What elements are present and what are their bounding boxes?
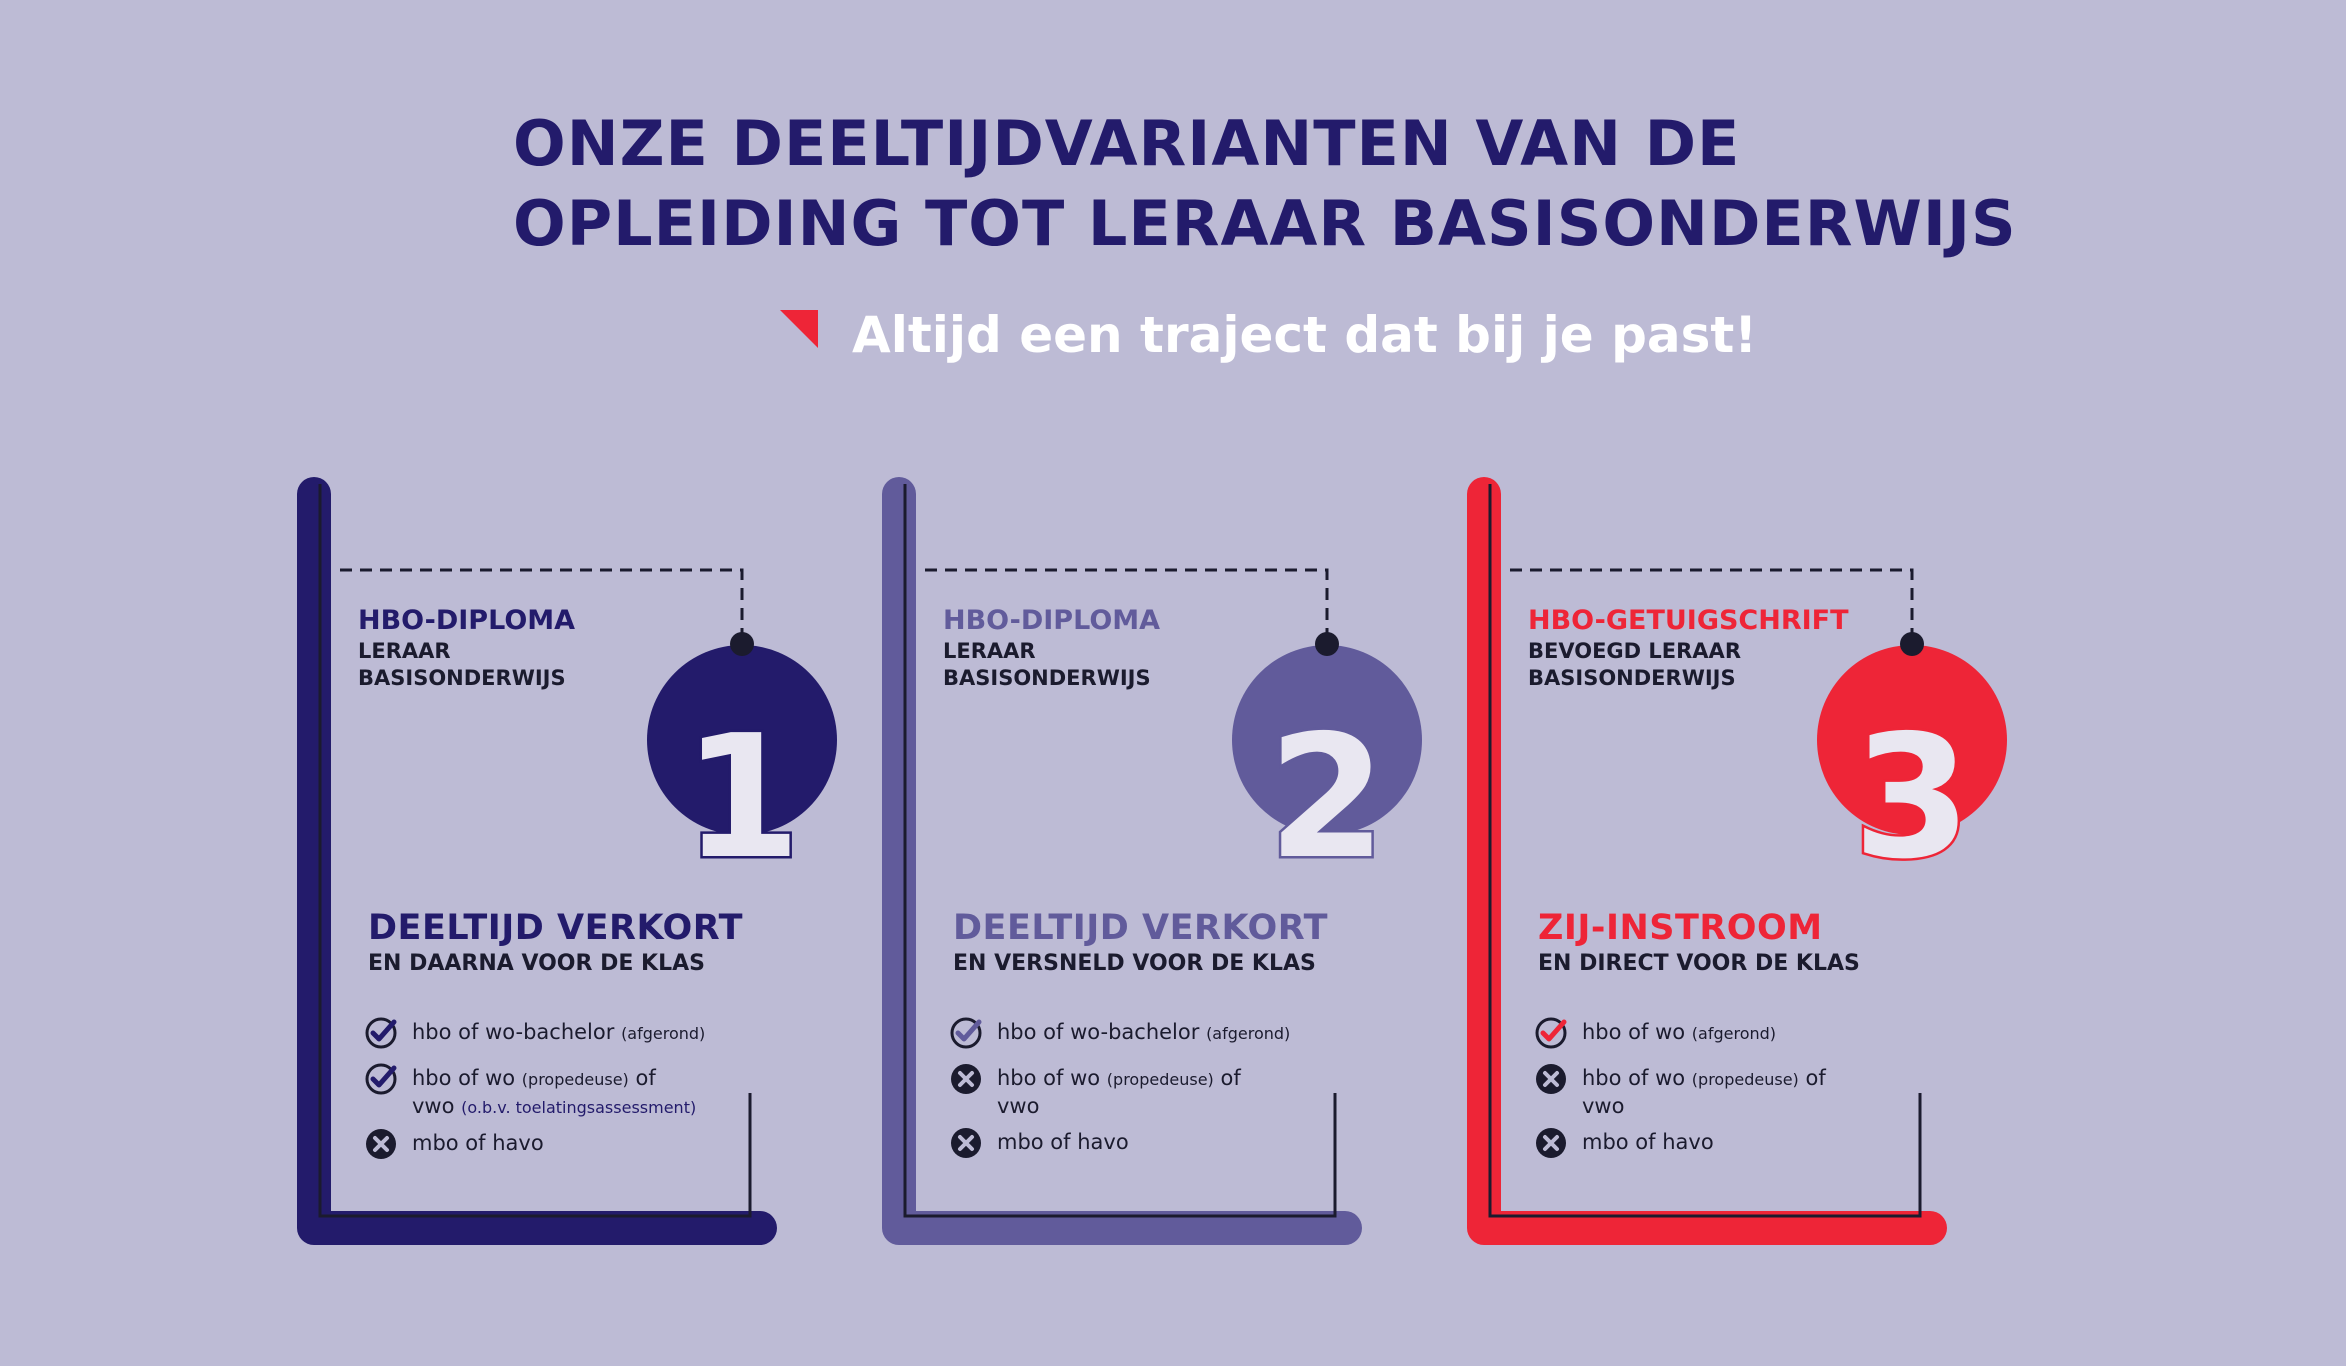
variant-title: DEELTIJD VERKORT — [368, 908, 744, 948]
check-icon — [364, 1062, 398, 1096]
variant-heading — [1538, 906, 1860, 978]
role-line-1: LERAAR — [358, 639, 451, 663]
criteria-list — [364, 1016, 754, 1161]
number-glyph: 1 — [682, 699, 802, 868]
criteria-text: hbo of wo — [997, 1066, 1101, 1090]
criteria-connector: of — [1805, 1066, 1826, 1090]
variant-card-1 — [298, 478, 802, 1240]
criteria-note: (o.b.v. toelatingsassessment) — [461, 1098, 697, 1117]
criteria-item — [949, 1126, 1339, 1160]
diploma-block — [358, 604, 575, 692]
variant-number-1 — [680, 688, 804, 868]
role-line-1: BEVOEGD LERAAR — [1528, 639, 1741, 663]
criteria-text: mbo of havo — [1582, 1130, 1714, 1154]
page-title-line-1: ONZE DEELTIJDVARIANTEN VAN DE — [513, 107, 1741, 180]
cross-icon — [949, 1062, 983, 1096]
criteria-item — [949, 1062, 1339, 1120]
variant-subtitle: EN DIRECT VOOR DE KLAS — [1538, 951, 1860, 976]
criteria-qualifier: (propedeuse) — [1691, 1070, 1799, 1089]
page-title — [513, 104, 2017, 264]
criteria-item — [364, 1127, 754, 1161]
criteria-item — [364, 1062, 754, 1121]
criteria-qualifier: (propedeuse) — [1106, 1070, 1214, 1089]
cross-icon — [949, 1126, 983, 1160]
criteria-item — [364, 1016, 754, 1050]
diploma-block — [1528, 604, 1849, 692]
number-glyph: 3 — [1852, 699, 1972, 868]
criteria-qualifier: (propedeuse) — [521, 1070, 629, 1089]
diploma-type: HBO-DIPLOMA — [358, 605, 576, 636]
red-corner-marker-icon — [780, 310, 818, 348]
criteria-qualifier: (afgerond) — [621, 1024, 706, 1043]
criteria-text: hbo of wo — [1582, 1020, 1686, 1044]
cross-icon — [1534, 1126, 1568, 1160]
variant-card-3 — [1468, 478, 1972, 1240]
criteria-text: hbo of wo-bachelor — [997, 1020, 1200, 1044]
diploma-block — [943, 604, 1160, 692]
criteria-list — [1534, 1016, 1924, 1160]
criteria-connector: of — [1220, 1066, 1241, 1090]
diploma-type: HBO-DIPLOMA — [943, 605, 1161, 636]
tagline-text: Altijd een traject dat bij je past! — [852, 306, 1758, 364]
page-title-line-2: OPLEIDING TOT LERAAR BASISONDERWIJS — [513, 187, 2017, 260]
variant-number-2 — [1265, 688, 1389, 868]
number-glyph: 2 — [1267, 699, 1387, 868]
criteria-item — [949, 1016, 1339, 1050]
diploma-type: HBO-GETUIGSCHRIFT — [1528, 605, 1849, 636]
criteria-text: mbo of havo — [997, 1130, 1129, 1154]
variant-subtitle: EN VERSNELD VOOR DE KLAS — [953, 951, 1316, 976]
check-icon — [949, 1016, 983, 1050]
criteria-item — [1534, 1126, 1924, 1160]
cross-icon — [364, 1127, 398, 1161]
role-line-1: LERAAR — [943, 639, 1036, 663]
role-line-2: BASISONDERWIJS — [1528, 666, 1736, 690]
criteria-text-line-2: vwo — [1582, 1094, 1625, 1118]
criteria-connector: of — [635, 1066, 656, 1090]
criteria-text: hbo of wo — [1582, 1066, 1686, 1090]
check-icon — [1534, 1016, 1568, 1050]
variant-subtitle: EN DAARNA VOOR DE KLAS — [368, 951, 705, 976]
criteria-item — [1534, 1016, 1924, 1050]
criteria-list — [949, 1016, 1339, 1160]
criteria-text: hbo of wo-bachelor — [412, 1020, 615, 1044]
criteria-text-line-2: vwo — [997, 1094, 1040, 1118]
variant-title: ZIJ-INSTROOM — [1538, 908, 1823, 948]
criteria-qualifier: (afgerond) — [1691, 1024, 1777, 1043]
variant-heading — [953, 906, 1328, 978]
variant-card-2 — [883, 478, 1387, 1240]
cross-icon — [1534, 1062, 1568, 1096]
check-icon — [364, 1016, 398, 1050]
criteria-text-line-2: vwo — [412, 1094, 455, 1118]
criteria-qualifier: (afgerond) — [1206, 1024, 1291, 1043]
variant-heading — [368, 906, 743, 978]
variant-title: DEELTIJD VERKORT — [953, 908, 1329, 948]
criteria-text: hbo of wo — [412, 1066, 516, 1090]
criteria-item — [1534, 1062, 1924, 1120]
criteria-text: mbo of havo — [412, 1131, 544, 1155]
role-line-2: BASISONDERWIJS — [358, 666, 566, 690]
role-line-2: BASISONDERWIJS — [943, 666, 1151, 690]
variant-number-3 — [1850, 688, 1974, 868]
